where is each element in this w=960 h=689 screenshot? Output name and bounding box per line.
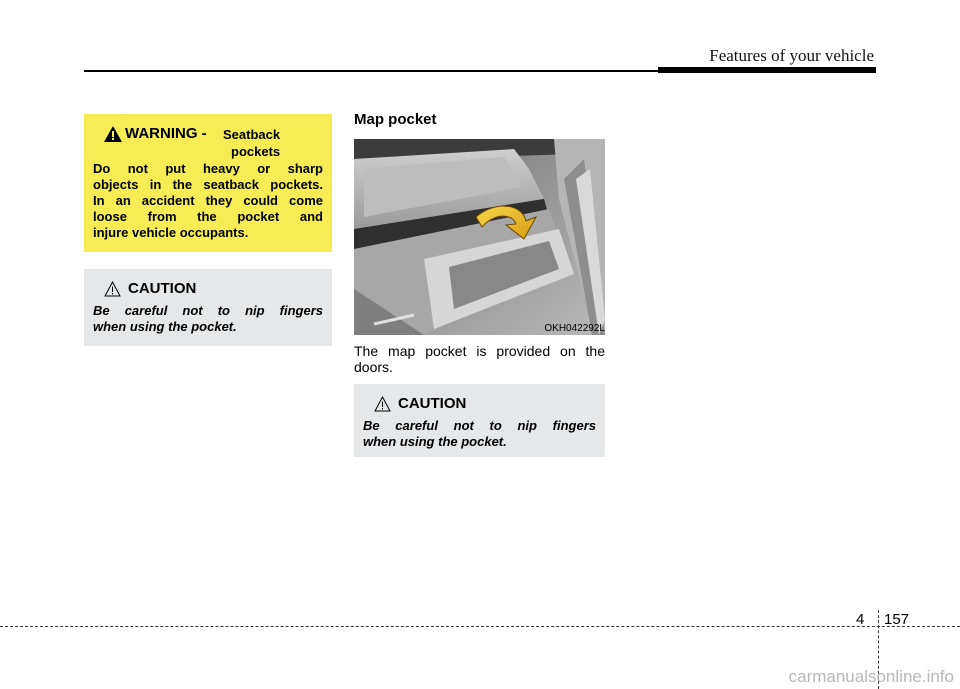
caution-box-left — [84, 269, 332, 346]
body-text-line: The map pocket is provided on the — [354, 343, 605, 359]
map-pocket-figure — [354, 139, 605, 335]
map-pocket-illustration — [354, 139, 605, 335]
warning-label: WARNING - — [125, 125, 207, 142]
caution-text-line: Be careful not to nip fingers — [93, 303, 323, 318]
caution-title-row — [93, 279, 323, 301]
warning-title-row — [93, 125, 323, 161]
warning-text — [93, 161, 323, 241]
warning-text-line: In an accident they could come — [93, 193, 323, 208]
caution-title-row — [363, 394, 596, 416]
section-body — [354, 343, 605, 375]
warning-text-line: loose from the pocket and — [93, 209, 323, 224]
header-rule — [84, 70, 666, 72]
caution-text — [363, 418, 596, 450]
caution-text-line: when using the pocket. — [93, 319, 237, 334]
warning-subject-line2: pockets — [231, 144, 281, 159]
caution-box-right — [354, 384, 605, 457]
warning-text-line: objects in the seatback pockets. — [93, 177, 323, 192]
body-text-line: doors. — [354, 359, 393, 375]
figure-code: OKH042292L — [544, 323, 605, 334]
watermark: carmanualsonline.info — [788, 667, 954, 686]
warning-text-line: injure vehicle occupants. — [93, 225, 249, 240]
header-rule-accent — [658, 67, 876, 73]
caution-text-line: Be careful not to nip fingers — [363, 418, 596, 433]
caution-title: CAUTION — [398, 395, 467, 412]
caution-text — [93, 303, 323, 335]
chapter-number: 4 — [856, 611, 865, 628]
footer-rule — [0, 626, 960, 627]
warning-subject-line1: Seatback — [223, 127, 281, 142]
header-title: Features of your vehicle — [709, 46, 874, 65]
page-number: 157 — [884, 611, 910, 628]
warning-triangle-icon — [104, 126, 122, 142]
caution-title: CAUTION — [128, 280, 197, 297]
caution-triangle-icon — [104, 281, 121, 297]
warning-box — [84, 114, 332, 252]
caution-text-line: when using the pocket. — [363, 434, 507, 449]
caution-triangle-icon — [374, 396, 391, 412]
warning-text-line: Do not put heavy or sharp — [93, 161, 323, 176]
section-heading: Map pocket — [354, 111, 437, 128]
